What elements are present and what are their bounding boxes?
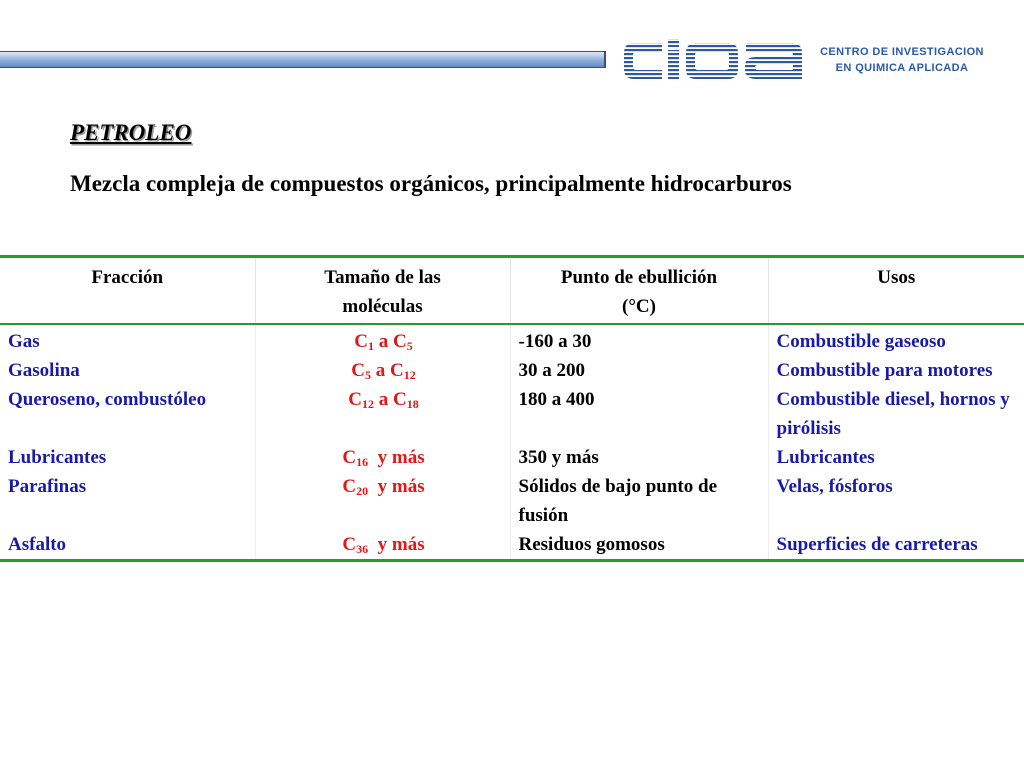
header-bar [0, 51, 606, 68]
carbon-symbol: C [351, 360, 365, 381]
size-suffix: y más [377, 534, 425, 555]
carbon-symbol: C [393, 331, 407, 352]
cell-molecule-size [255, 385, 510, 443]
cell-uses: Combustible gaseoso [768, 324, 1024, 356]
header-boiling-point: Punto de ebullición (°C) [510, 257, 768, 325]
cell-boiling-point: 30 a 200 [510, 356, 768, 385]
cell-fraction: Lubricantes [8, 447, 107, 468]
carbon-symbol: C [342, 534, 357, 555]
table-row [0, 385, 1024, 443]
cell-molecule-size [255, 324, 510, 356]
cell-boiling-point: Residuos gomosos [510, 530, 768, 561]
petroleum-fractions-table [0, 255, 1024, 562]
cell-fraction: Asfalto [8, 534, 67, 555]
table-row [0, 472, 1024, 530]
cell-molecule-size [255, 530, 510, 561]
carbon-count-from: 36 [356, 542, 369, 556]
org-name-line2: EN QUIMICA APLICADA [835, 62, 969, 74]
table-row [0, 443, 1024, 472]
range-word: a [378, 389, 389, 410]
carbon-count-to: 12 [403, 368, 416, 382]
cell-molecule-size [255, 443, 510, 472]
header-uses: Usos [768, 257, 1024, 325]
cell-molecule-size [255, 356, 510, 385]
table-header-row [0, 257, 1024, 325]
carbon-count-to: 18 [406, 397, 419, 411]
carbon-count-from: 12 [362, 397, 374, 411]
range-word: a [378, 331, 389, 352]
header-molecule-size: Tamaño de las moléculas [255, 257, 510, 325]
table-row [0, 324, 1024, 356]
cell-uses: Combustible para motores [768, 356, 1024, 385]
carbon-symbol: C [390, 360, 404, 381]
cell-uses: Velas, fósforos [768, 472, 1024, 530]
size-suffix: y más [377, 447, 425, 468]
size-suffix: y más [377, 476, 425, 497]
cell-molecule-size [255, 472, 510, 530]
carbon-symbol: C [342, 447, 357, 468]
cell-boiling-point: 180 a 400 [510, 385, 768, 443]
table-row [0, 530, 1024, 561]
org-name-line1: CENTRO DE INVESTIGACION [820, 46, 984, 58]
carbon-count-from: 5 [365, 368, 371, 382]
cell-fraction: Parafinas [8, 476, 87, 497]
cell-boiling-point: Sólidos de bajo punto de fusión [510, 472, 768, 530]
cell-fraction: Gasolina [8, 360, 80, 381]
carbon-count-to: 5 [406, 339, 413, 353]
cell-fraction: Gas [8, 331, 40, 352]
carbon-count-from: 20 [356, 484, 369, 498]
range-word: a [375, 360, 386, 381]
carbon-count-from: 16 [356, 455, 369, 469]
cell-uses: Superficies de carreteras [768, 530, 1024, 561]
carbon-symbol: C [348, 389, 362, 410]
carbon-symbol: C [354, 331, 368, 352]
org-name [806, 44, 998, 76]
carbon-symbol: C [342, 476, 357, 497]
header-fraction: Fracción [91, 267, 164, 288]
cell-boiling-point: -160 a 30 [510, 324, 768, 356]
slide-title: PETROLEO [70, 120, 192, 145]
cioa-logo [622, 37, 804, 85]
slide-subtitle: Mezcla compleja de compuestos orgánicos, principalmente hidrocarburos [70, 171, 792, 196]
cell-fraction: Queroseno, combustóleo [8, 389, 207, 410]
table-row [0, 356, 1024, 385]
cell-uses: Combustible diesel, hornos y pirólisis [768, 385, 1024, 443]
carbon-count-from: 1 [368, 339, 374, 353]
carbon-symbol: C [393, 389, 407, 410]
cell-uses: Lubricantes [768, 443, 1024, 472]
cell-boiling-point: 350 y más [510, 443, 768, 472]
